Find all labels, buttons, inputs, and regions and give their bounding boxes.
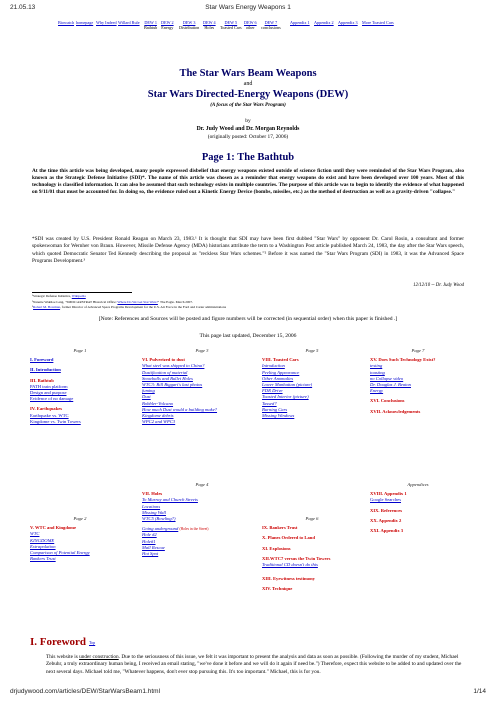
toc-lower-manhattan[interactable]: Lower Manhattan (picture)	[262, 382, 313, 388]
toc-path-train[interactable]: PATH train platform	[30, 383, 68, 389]
toc-technique[interactable]: XIV. Technique	[262, 586, 293, 592]
toc-wtc[interactable]: WTC	[30, 531, 40, 537]
toc-missing-wall[interactable]: Missing Wall	[142, 509, 166, 515]
print-url: drjudywood.com/articles/DEW/StarWarsBeam1.html	[10, 688, 161, 695]
subtitle: (A focus of the Star Wars Program)	[210, 102, 286, 108]
toc-acknowledgements[interactable]: XVII. Acknowledgements	[370, 408, 421, 414]
footnote-rule	[32, 292, 132, 293]
toc-hot-spot[interactable]: Hot Spot	[142, 551, 159, 557]
authors: Dr. Judy Wood and Dr. Morgan Reynolds	[196, 126, 300, 132]
main-title-2: Star Wars Directed-Energy Weapons (DEW)	[147, 89, 349, 100]
toc-wtc3-biggart[interactable]: WTC3: Bill Biggart's last photos	[142, 382, 203, 388]
toc-holes[interactable]: VII. Holes	[142, 491, 163, 497]
toc-earthquakes[interactable]: IV. Earthquakes	[30, 406, 63, 412]
toc-planes-land[interactable]: X. Planes Ordered to Land	[262, 535, 315, 541]
signature: 12/12/10 -- Dr. Judy Wood	[413, 283, 464, 288]
toc-references[interactable]: XIX. References	[370, 507, 403, 513]
toc-tc-intro[interactable]: Introduction	[262, 363, 285, 369]
toc-design[interactable]: Design and purpose	[30, 390, 67, 396]
toc-toasting[interactable]: toasting	[370, 369, 385, 375]
nav-dew-1[interactable]: DEW 1 Bathtub	[144, 20, 158, 30]
foreword-top-link[interactable]: Top	[89, 639, 96, 645]
toc-wpc[interactable]: WPC2 and WPC3	[142, 419, 176, 425]
nav-link-biowatch[interactable]: Biowatch	[58, 20, 75, 25]
toc-appendices: Appendices XVIII. Appendix 1 Google Searches XIX. References XX. Appendix 2 XXI. Appendix 3	[370, 512, 466, 534]
toc-mall-rescue[interactable]: Mall Rescue	[142, 544, 165, 550]
nav-more-toasted-cars[interactable]: More Toasted Cars	[362, 20, 394, 25]
nav-dew-7[interactable]: DEW 7 conclusions	[261, 20, 281, 30]
footnote-1-link[interactable]: Wikipedia	[71, 294, 86, 298]
toc-other-anomalies[interactable]: Other Anomalies	[262, 375, 294, 381]
nav-appendix-2[interactable]: Appendix 2	[314, 20, 334, 25]
nav-link-why-indeed[interactable]: Why Indeed	[96, 20, 117, 25]
toc-traditional-cd[interactable]: Traditional CD doesn't do this	[262, 562, 318, 568]
toc-kingdome-debris[interactable]: Kingdome debris	[142, 413, 174, 419]
toc-evidence[interactable]: Evidence of no damage	[30, 396, 74, 402]
nav-link-homepage[interactable]: homepage	[76, 20, 94, 25]
toc-no-collapse[interactable]: no Collapse video	[370, 375, 404, 381]
toc-wtc7-towers[interactable]: XII.WTC7 versus the Twin Towers	[262, 555, 331, 561]
toc-page-6: Page 6 IX. Bankers Trust X. Planes Ordered to Land XI. Explosions XII.WTC7 versus the Twin Towers Traditional CD doesn't do this XIII. Eyewitness testimony XIV. Technique	[262, 512, 362, 593]
toc-pulverized[interactable]: VI. Pulverized to dust	[142, 357, 185, 363]
foreword-heading: I. Foreword Top	[30, 636, 96, 648]
nav-dew-4[interactable]: DEW 4 Holes	[203, 20, 216, 30]
toc-toasted-interior[interactable]: Toasted Interior (picture)	[262, 394, 309, 400]
print-title: Star Wars Energy Weapons 1	[205, 4, 291, 11]
toc-wtc-kingdome[interactable]: V. WTC and Kingdome	[30, 525, 77, 531]
toc-going-underground[interactable]: Going underground	[142, 526, 179, 532]
toc-bobbler[interactable]: Bobbler-Volcano	[142, 400, 174, 406]
toc-page-2: Page 2 V. WTC and Kingdome WTC KINGDOME Extrapolation Comparison of Potential Energy Bankers Trust	[30, 512, 130, 562]
toc-page-3: Page 3 VI. Pulverized to dust What steel was shipped to China? Dustification of material Snowballs and Bullet Holes WTC3: Bill Biggart's last photos fuming Dust Bobbler-Volcano How much Dust would a building make? Kingdome debris WPC2 and WPC3	[142, 348, 262, 425]
toc-beaton[interactable]: Dr. Douglas J. Beaton	[370, 382, 411, 388]
toc-wtc5[interactable]: WTC5 (Bowling?)	[142, 516, 176, 522]
toc-tassed[interactable]: Tassed?	[262, 400, 277, 406]
note: [Note: References and Sources will be posted and figure numbers will be corrected (in sequential order) when this paper is finished .]	[98, 316, 398, 322]
posted-date: (originally posted: October 17, 2006)	[207, 134, 289, 140]
nav-appendix-1[interactable]: Appendix 1	[290, 20, 310, 25]
nav-dew-6[interactable]: DEW 6 other	[244, 20, 257, 30]
print-page-number: 1/14	[473, 688, 486, 695]
page-heading: Page 1: The Bathtub	[201, 152, 295, 163]
toc-peeling[interactable]: Peeling Appearance	[262, 369, 300, 375]
toc-page-7: Page 7 XV. Does Such Technology Exist? testing toasting no Collapse video Dr. Douglas J. Beaton Energy XVI. Conclusions XVII. Acknowledgements	[370, 348, 466, 415]
toc-foreword[interactable]: I. Foreword	[30, 357, 54, 363]
print-header	[10, 4, 486, 14]
toc-fdr-drive[interactable]: FDR Drive	[262, 388, 283, 394]
toc-snowballs[interactable]: Snowballs and Bullet Holes	[142, 375, 193, 381]
toc-appendix-1[interactable]: XVIII. Appendix 1	[370, 491, 407, 497]
toc-bankers-trust[interactable]: IX. Bankers Trust	[262, 525, 298, 531]
main-title: The Star Wars Beam Weapons	[179, 68, 317, 79]
toc-hole-2[interactable]: Hole #2	[142, 532, 157, 538]
footnote-2-link[interactable]: Where Do We Get Star Wars?	[117, 300, 158, 304]
footnote-2: ²Nanette Wakiloe Lang, "SMDC/ARSTRAT Historical Office: Where Do We Get Star Wars?" The Eagle. March 2007.	[32, 300, 193, 304]
toc-potential-energy[interactable]: Comparison of Potential Energy	[30, 550, 90, 556]
toc-bankers-trust-p2[interactable]: Bankers Trust	[30, 556, 56, 562]
nav-appendix-3[interactable]: Appendix 3	[338, 20, 358, 25]
toc-google-searches[interactable]: Google Searches	[370, 497, 401, 503]
footnote-3-link[interactable]: Robert M. Bowman	[33, 305, 61, 309]
toc-eyewitness[interactable]: XIII. Eyewitness testimony	[262, 576, 315, 582]
toc-hole-1[interactable]: Hole#1	[142, 538, 156, 544]
toc-conclusions[interactable]: XVI. Conclusions	[370, 398, 405, 404]
toc-how-much-dust[interactable]: How much Dust would a building make?	[142, 406, 218, 412]
toc-technology-exist[interactable]: XV. Does Such Technology Exist?	[370, 357, 436, 363]
toc-fuming[interactable]: fuming	[142, 388, 155, 394]
footnote-3: ³Robert M. Bowman, former Director of Advanced Space Programs Development for the U.S. Air Force in the Ford and Carter administrations	[32, 305, 227, 309]
print-footer	[10, 688, 486, 698]
nav-link-willard-rule[interactable]: Willard Rule	[118, 20, 140, 25]
toc-burning-cars[interactable]: Burning Cars	[262, 406, 288, 412]
nav-dew-3[interactable]: DEW 3 Distribution	[179, 20, 200, 30]
toc-page-4: Page 4 VII. Holes To Murray and Church Streets Locations Missing Wall WTC5 (Bowling?) Going underground (Holes in the Street) Hole #2 Hole#1 Mall Rescue Hot Spot	[142, 512, 262, 557]
footnote-1: ¹Strategic Defense Initiative, Wikipedia	[32, 294, 86, 298]
toc-page-5: Page 5 VIII. Toasted Cars Introduction Peeling Appearance Other Anomalies Lower Manhattan (picture) FDR Drive Toasted Interior (picture) Tassed? Burning Cars Missing Windows	[262, 348, 362, 419]
toc-murray-church[interactable]: To Murray and Church Streets	[142, 497, 198, 503]
toc-introduction[interactable]: II. Introduction	[30, 367, 61, 373]
toc-missing-windows[interactable]: Missing Windows	[262, 413, 295, 419]
byline-by: by	[245, 118, 251, 124]
intro-paragraph: At the time this article was being developed, many people expressed disbelief that energy weapons existed outside of science fiction until they were reminded of the Star Wars Program, also known as the Strategic Defense Initiative (SDI)*. The name of this article was chosen as a reminder that energy weapons do exist and have been developed over 100 years. Most of this technology is classified information. It can also be assumed that such technology exists in multiple countries. The purpose of this article was to begin to identify the evidence of what happened on 9/11/01 that must be accounted for. In doing so, the evidence ruled out a Kinetic Energy Device (bombs, missiles, etc.) as the method of destruction as well as a gravity-driven "collapse."	[32, 168, 464, 195]
toc-page-1: Page 1 I. Foreword II. Introduction III. Bathtub PATH train platform Design and purpose Evidence of no damage IV. Earthquakes Earthquake vs. WTC Kingdome vs. Twin Towers	[30, 348, 130, 425]
toc-explosions[interactable]: XI. Explosions	[262, 545, 291, 551]
toc-appendix-2[interactable]: XX. Appendix 2	[370, 517, 402, 523]
toc-steel-china[interactable]: What steel was shipped to China?	[142, 363, 205, 369]
toc-dust[interactable]: Dust	[142, 394, 151, 400]
toc-energy[interactable]: Energy	[370, 388, 384, 394]
toc-earthquake-wtc[interactable]: Earthquake vs. WTC	[30, 412, 69, 418]
sdi-paragraph: *SDI was created by U.S. President Ronald Reagan on March 23, 1983.¹ It is thought that SDI may have been first dubbed "Star Wars" by opponent Dr. Carol Rosin, a consultant and former spokeswoman for Wernher von Braun. However, Missile Defense Agency (MDA) historians attribute the term to a Washington Post article published March 24, 1983, the day after the Star Wars speech, which quoted Democratic Senator Ted Kennedy describing the proposal as "reckless Star Wars schemes."² Before it was named the "Star Wars Program (SDI) in 1983, it was the Advanced Space Programs Development.³	[32, 236, 464, 265]
toc-extrapolation[interactable]: Extrapolation	[30, 543, 56, 549]
print-date: 21.05.13	[10, 4, 36, 11]
nav-dew-2[interactable]: DEW 2 Energy	[161, 20, 174, 30]
toc-appendix-3[interactable]: XXI. Appendix 3	[370, 528, 404, 534]
last-updated: This page last updated, December 15, 2006	[199, 333, 297, 339]
toc-toasted-cars[interactable]: VIII. Toasted Cars	[262, 357, 299, 363]
title-and: and	[243, 81, 253, 87]
foreword-paragraph: This website is under construction. Due to the seriousness of this issue, we felt it was important to present the analysis and data as soon as possible. (Following the murder of my student, Michael Zebuhr, a truly extraordinary human being, I received an email stating, "we've done it before and we will do it again if need be.") Therefore, expect this website to be added to and updated over the next several days. Michael told me, "Whatever happens, don't ever stop pursuing this. It's too important." Michael, this is for you.	[46, 654, 462, 675]
toc-holes-note: (Holes in the Street)	[179, 527, 209, 532]
toc-dustification[interactable]: Dustification of material	[142, 369, 188, 375]
toc-bathtub[interactable]: III. Bathtub	[30, 377, 54, 383]
toc-kingdome-towers[interactable]: Kingdome vs. Twin Towers	[30, 418, 81, 424]
toc-kingdome[interactable]: KINGDOME	[30, 537, 55, 543]
nav-dew-5[interactable]: DEW 5 Toasted Cars	[220, 20, 242, 30]
toc-locations[interactable]: Locations	[142, 503, 161, 509]
toc-testing[interactable]: testing	[370, 363, 383, 369]
